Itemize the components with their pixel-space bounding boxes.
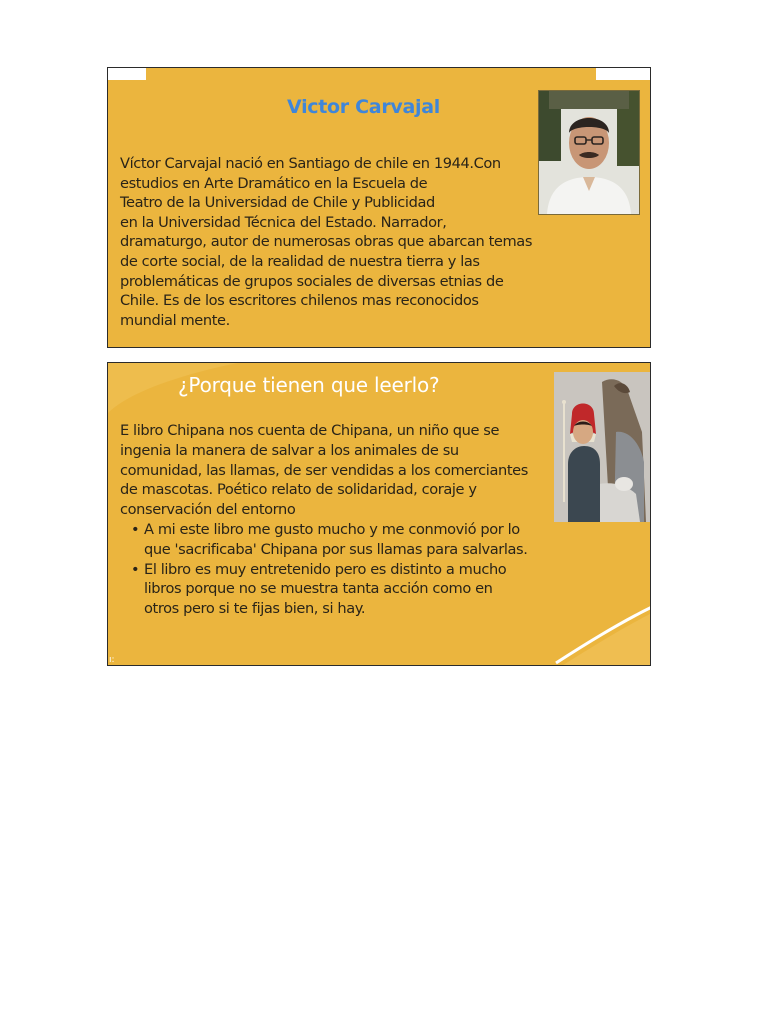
book-cover-illustration (554, 372, 650, 522)
summary-line: comunidad, las llamas, de ser vendidas a los comerciantes (120, 461, 528, 479)
why-read-title: ¿Porque tienen que leerlo? (178, 373, 440, 397)
bullet-dot: • (131, 520, 140, 538)
bullet-line: A mi este libro me gusto mucho y me conmovió por lo (144, 520, 520, 538)
biography-line: Teatro de la Universidad de Chile y Publicidad (120, 194, 435, 212)
why-read-content (120, 421, 528, 619)
author-biography (120, 154, 580, 330)
biography-line: Chile. Es de los escritores chilenos mas reconocidos (120, 292, 479, 310)
slide-tab-notch-right (596, 68, 651, 80)
biography-line: Víctor Carvajal nació en Santiago de chile en 1944.Con (120, 155, 501, 172)
summary-line: de mascotas. Poético relato de solidaridad, coraje y (120, 481, 477, 499)
slide-tab-notch-left (108, 68, 146, 80)
biography-line: estudios en Arte Dramático en la Escuela de (120, 174, 428, 192)
biography-line: mundial mente. (120, 311, 230, 329)
slide-author (107, 67, 651, 348)
slide-corner-mark: ı: (109, 655, 115, 665)
book-cover-icon (554, 372, 650, 522)
biography-line: problemáticas de grupos sociales de diversas etnias de (120, 272, 504, 290)
bullet-line: otros pero si te fijas bien, si hay. (144, 600, 366, 618)
slide-why-read (107, 362, 651, 666)
summary-line: E libro Chipana nos cuenta de Chipana, un niño que se (120, 422, 500, 439)
bullet-line: El libro es muy entretenido pero es distinto a mucho (144, 560, 507, 578)
summary-line: conservación del entorno (120, 501, 296, 519)
summary-line: ingenia la manera de salvar a los animales de su (120, 441, 459, 459)
opinion-bullet-list (120, 520, 528, 619)
author-title: Victor Carvajal (287, 96, 440, 118)
bullet-line: libros porque no se muestra tanta acción como en (144, 580, 493, 598)
bullet-dot: • (131, 560, 140, 578)
biography-line: en la Universidad Técnica del Estado. Narrador, (120, 213, 447, 231)
biography-line: dramaturgo, autor de numerosas obras que abarcan temas (120, 233, 533, 251)
list-item (120, 520, 528, 560)
list-item (120, 560, 528, 619)
biography-line: de corte social, de la realidad de nuestra tierra y las (120, 252, 480, 270)
bullet-line: que 'sacrificaba' Chipana por sus llamas para salvarlas. (144, 540, 528, 558)
